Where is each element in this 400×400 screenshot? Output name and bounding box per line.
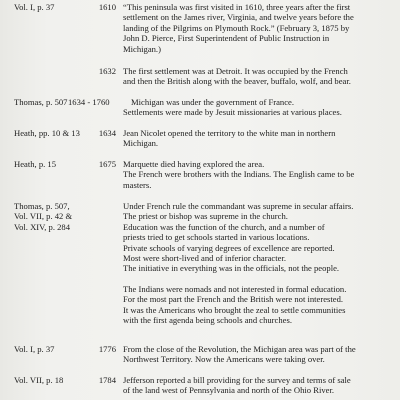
text-line: Jefferson reported a bill providing for the survey and terms of sale bbox=[123, 375, 351, 385]
text-line: Michigan was under the government of France. bbox=[131, 97, 294, 107]
text-line: with the first agenda being schools and churches. bbox=[123, 315, 292, 326]
text-line: settlement on the James river, Virginia, and twelve years before the bbox=[123, 12, 354, 23]
text-line: Michigan.) bbox=[123, 43, 161, 54]
entry-text bbox=[123, 159, 395, 190]
entry-source: Heath, pp. 10 & 13 bbox=[14, 128, 80, 138]
entry-year: 1784 bbox=[98, 375, 116, 385]
text-line: Private schools of varying degrees of excellence are reported. bbox=[123, 242, 335, 253]
text-line: For the most part the French and the British were not interested. bbox=[123, 294, 344, 305]
text-line: John D. Pierce, First Superintendent of Public Instruction in bbox=[123, 33, 330, 44]
entry-source: Vol. I, p. 37 bbox=[14, 344, 55, 354]
entry-text bbox=[123, 2, 395, 54]
entry-year: 1634 - 1760 bbox=[68, 97, 110, 107]
entry-text bbox=[123, 344, 395, 365]
entry-year: 1675 bbox=[98, 159, 116, 169]
entry-source: Heath, p. 15 bbox=[14, 159, 57, 169]
entry-source: Vol. VII, p. 18 bbox=[14, 375, 64, 385]
text-line: Northwest Territory. Now the Americans were taking over. bbox=[123, 354, 325, 365]
text-line: The priest or bishop was supreme in the church. bbox=[123, 211, 288, 222]
entry-text bbox=[131, 97, 393, 107]
text-line: Under French rule the commandant was supreme in secular affairs. bbox=[123, 201, 354, 211]
text-line: It was the Americans who brought the zeal to settle communities bbox=[123, 304, 346, 315]
entry-text bbox=[123, 66, 395, 87]
text-line: masters. bbox=[123, 179, 152, 190]
text-line: The initiative in everything was in the officials, not the people. bbox=[123, 263, 340, 274]
entry-text bbox=[123, 201, 395, 325]
text-line: Jean Nicolet opened the territory to the white man in northern bbox=[123, 128, 336, 138]
entry-source: Thomas, p. 507 bbox=[14, 97, 68, 107]
text-line: of the land west of Pennsylvania and north of the Ohio River. bbox=[123, 385, 334, 396]
text-line: The Indians were nomads and not interested in formal education. bbox=[123, 283, 347, 294]
entry-year: 1634 bbox=[98, 128, 116, 138]
text-line: Settlements were made by Jesuit missionaries at various places. bbox=[123, 107, 342, 118]
text-line: From the close of the Revolution, the Michigan area was part of the bbox=[123, 344, 356, 354]
entry-year: 1776 bbox=[98, 344, 116, 354]
paragraph-gap bbox=[123, 274, 395, 284]
text-line: The first settlement was at Detroit. It was occupied by the French bbox=[123, 66, 348, 76]
text-line: “This peninsula was first visited in 1610, three years after the first bbox=[123, 2, 351, 12]
text-line: priests tried to get schools started in various locations. bbox=[123, 232, 310, 243]
entry-text bbox=[123, 128, 395, 149]
entry-text bbox=[123, 375, 395, 396]
entry-text-continued bbox=[123, 107, 395, 117]
entry-year: 1610 bbox=[98, 2, 116, 12]
entry-year: 1632 bbox=[98, 66, 116, 76]
text-line: Michigan. bbox=[123, 138, 159, 149]
text-line: landing of the Pilgrims on Plymouth Rock.” (February 3, 1875 by bbox=[123, 22, 350, 33]
text-line: Education was the function of the church, and a number of bbox=[123, 221, 325, 232]
text-line: The French were brothers with the Indians. The English came to be bbox=[123, 169, 355, 180]
text-line: Most were short-lived and of inferior character. bbox=[123, 253, 286, 264]
entry-source: Vol. I, p. 37 bbox=[14, 2, 55, 12]
text-line: Marquette died having explored the area. bbox=[123, 159, 265, 169]
entry-source: Thomas, p. 507, Vol. VII, p. 42 & Vol. XIV, p. 284 bbox=[14, 201, 73, 232]
text-line: and then the British along with the beaver, buffalo, wolf, and bear. bbox=[123, 76, 351, 87]
